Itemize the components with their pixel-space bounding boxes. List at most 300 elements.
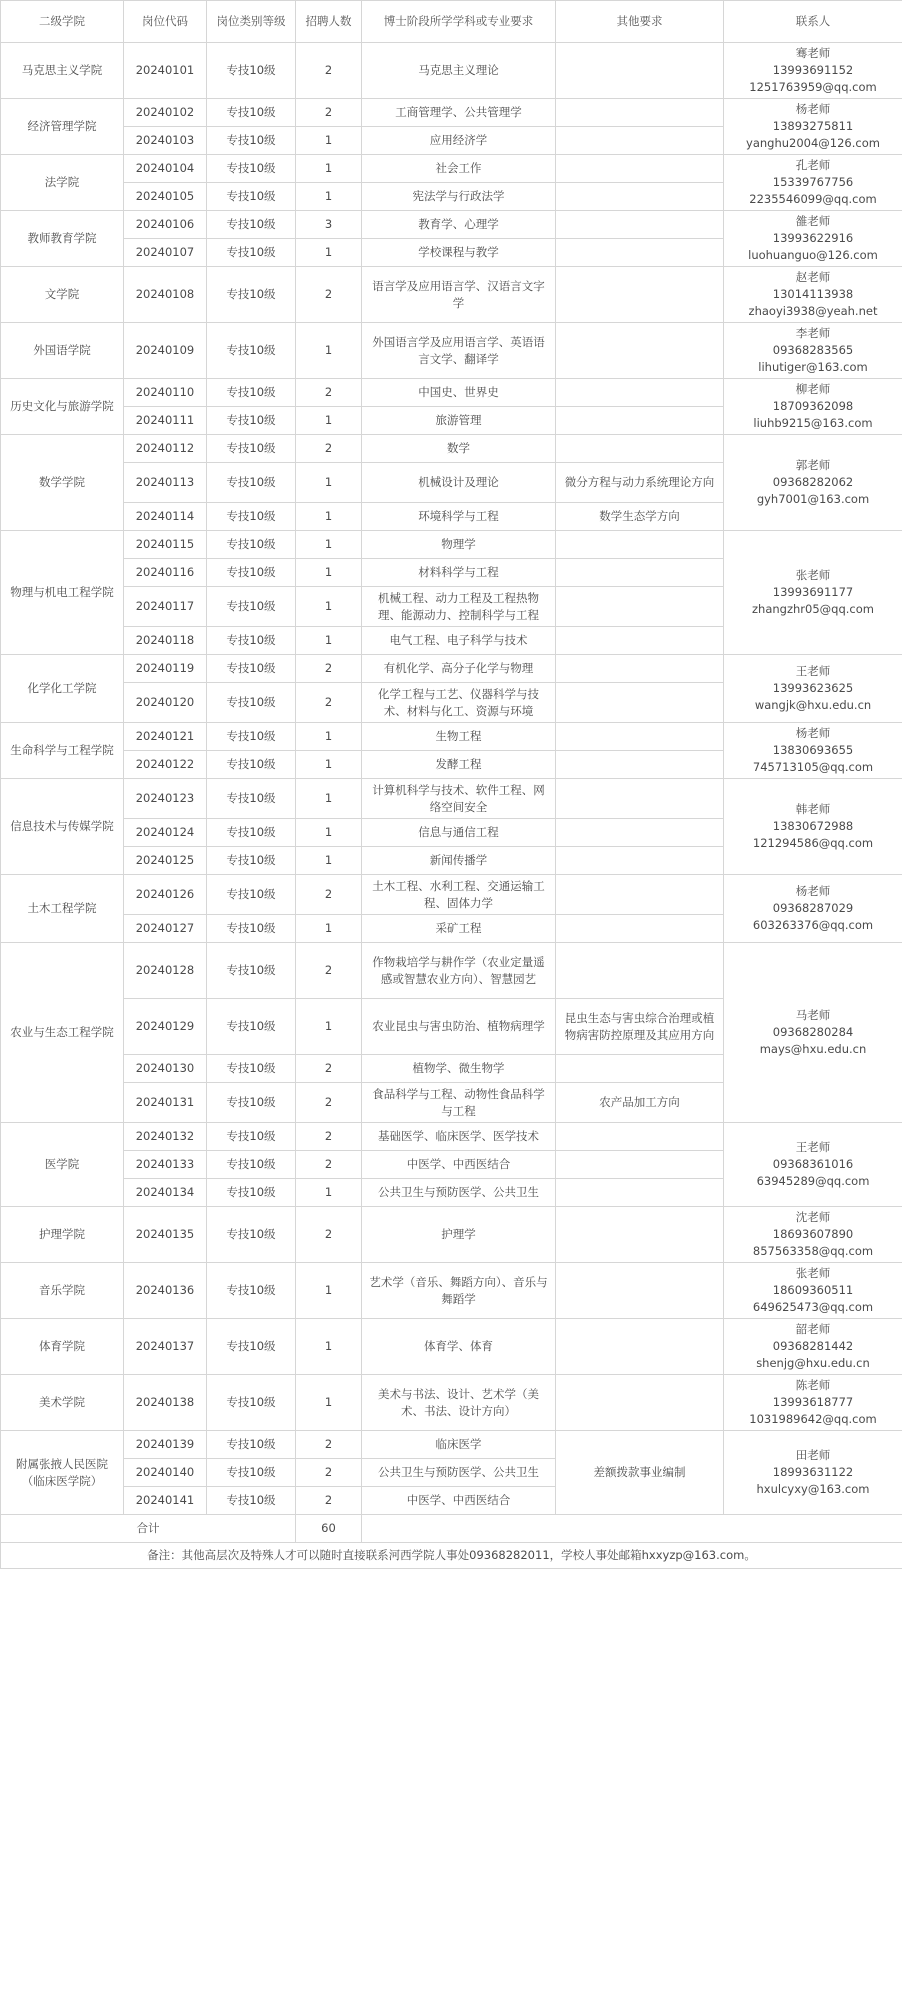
hire-count: 1 bbox=[296, 1319, 362, 1375]
hire-count: 1 bbox=[296, 587, 362, 627]
other-requirement: 差额拨款事业编制 bbox=[556, 1431, 724, 1515]
position-code: 20240119 bbox=[124, 655, 207, 683]
major-requirement: 化学工程与工艺、仪器科学与技术、材料与化工、资源与环境 bbox=[362, 683, 556, 723]
position-level: 专技10级 bbox=[207, 751, 296, 779]
other-requirement: 数学生态学方向 bbox=[556, 503, 724, 531]
table-row bbox=[1, 875, 902, 915]
contact-email: wangjk@hxu.edu.cn bbox=[754, 698, 872, 712]
position-code: 20240103 bbox=[124, 127, 207, 155]
contact-cell bbox=[724, 267, 902, 323]
contact-email: liuhb9215@163.com bbox=[753, 416, 873, 430]
hire-count: 1 bbox=[296, 463, 362, 503]
major-requirement: 植物学、微生物学 bbox=[362, 1055, 556, 1083]
hire-count: 1 bbox=[296, 819, 362, 847]
position-code: 20240126 bbox=[124, 875, 207, 915]
major-requirement: 农业昆虫与害虫防治、植物病理学 bbox=[362, 999, 556, 1055]
contact-phone: 13993691177 bbox=[772, 585, 854, 599]
contact-person: 孔老师 bbox=[795, 158, 831, 172]
column-header: 岗位代码 bbox=[124, 1, 207, 43]
total-label: 合计 bbox=[1, 1515, 296, 1543]
major-requirement: 基础医学、临床医学、医学技术 bbox=[362, 1123, 556, 1151]
table-row bbox=[1, 379, 902, 407]
major-requirement: 信息与通信工程 bbox=[362, 819, 556, 847]
contact-cell bbox=[724, 211, 902, 267]
major-requirement: 电气工程、电子科学与技术 bbox=[362, 627, 556, 655]
position-code: 20240124 bbox=[124, 819, 207, 847]
contact-email: 603263376@qq.com bbox=[752, 918, 874, 932]
contact-cell bbox=[724, 779, 902, 875]
position-code: 20240116 bbox=[124, 559, 207, 587]
major-requirement: 中医学、中西医结合 bbox=[362, 1151, 556, 1179]
position-code: 20240131 bbox=[124, 1083, 207, 1123]
other-requirement bbox=[556, 627, 724, 655]
position-level: 专技10级 bbox=[207, 627, 296, 655]
contact-person: 杨老师 bbox=[795, 726, 831, 740]
contact-cell bbox=[724, 99, 902, 155]
major-requirement: 艺术学（音乐、舞蹈方向）、音乐与舞蹈学 bbox=[362, 1263, 556, 1319]
college-name: 土木工程学院 bbox=[1, 875, 124, 943]
position-code: 20240134 bbox=[124, 1179, 207, 1207]
position-code: 20240112 bbox=[124, 435, 207, 463]
position-level: 专技10级 bbox=[207, 99, 296, 127]
contact-cell bbox=[724, 655, 902, 723]
position-level: 专技10级 bbox=[207, 463, 296, 503]
major-requirement: 旅游管理 bbox=[362, 407, 556, 435]
position-code: 20240136 bbox=[124, 1263, 207, 1319]
position-level: 专技10级 bbox=[207, 875, 296, 915]
other-requirement bbox=[556, 751, 724, 779]
table-row bbox=[1, 655, 902, 683]
contact-phone: 09368361016 bbox=[772, 1157, 854, 1171]
position-code: 20240133 bbox=[124, 1151, 207, 1179]
contact-phone: 09368287029 bbox=[772, 901, 854, 915]
hire-count: 1 bbox=[296, 1375, 362, 1431]
other-requirement bbox=[556, 587, 724, 627]
major-requirement: 数学 bbox=[362, 435, 556, 463]
other-requirement bbox=[556, 155, 724, 183]
position-level: 专技10级 bbox=[207, 1319, 296, 1375]
hire-count: 1 bbox=[296, 155, 362, 183]
contact-cell bbox=[724, 1207, 902, 1263]
table-row bbox=[1, 323, 902, 379]
hire-count: 3 bbox=[296, 211, 362, 239]
contact-phone: 13014113938 bbox=[772, 287, 854, 301]
position-code: 20240114 bbox=[124, 503, 207, 531]
position-code: 20240105 bbox=[124, 183, 207, 211]
contact-email: yanghu2004@126.com bbox=[746, 136, 880, 150]
major-requirement: 教育学、心理学 bbox=[362, 211, 556, 239]
hire-count: 1 bbox=[296, 723, 362, 751]
college-name: 生命科学与工程学院 bbox=[1, 723, 124, 779]
other-requirement bbox=[556, 1179, 724, 1207]
contact-phone: 09368282062 bbox=[772, 475, 854, 489]
position-level: 专技10级 bbox=[207, 323, 296, 379]
position-level: 专技10级 bbox=[207, 819, 296, 847]
hire-count: 2 bbox=[296, 379, 362, 407]
contact-email: mays@hxu.edu.cn bbox=[759, 1042, 867, 1056]
position-code: 20240118 bbox=[124, 627, 207, 655]
position-code: 20240125 bbox=[124, 847, 207, 875]
hire-count: 1 bbox=[296, 531, 362, 559]
total-row bbox=[1, 1515, 902, 1543]
position-level: 专技10级 bbox=[207, 503, 296, 531]
other-requirement bbox=[556, 847, 724, 875]
contact-cell bbox=[724, 1431, 902, 1515]
position-level: 专技10级 bbox=[207, 155, 296, 183]
hire-count: 1 bbox=[296, 999, 362, 1055]
position-level: 专技10级 bbox=[207, 559, 296, 587]
major-requirement: 土木工程、水利工程、交通运输工程、固体力学 bbox=[362, 875, 556, 915]
college-name: 教师教育学院 bbox=[1, 211, 124, 267]
major-requirement: 公共卫生与预防医学、公共卫生 bbox=[362, 1459, 556, 1487]
contact-phone: 15339767756 bbox=[772, 175, 854, 189]
hire-count: 2 bbox=[296, 943, 362, 999]
major-requirement: 采矿工程 bbox=[362, 915, 556, 943]
contact-person: 张老师 bbox=[795, 1266, 831, 1280]
position-level: 专技10级 bbox=[207, 1487, 296, 1515]
position-code: 20240120 bbox=[124, 683, 207, 723]
position-level: 专技10级 bbox=[207, 127, 296, 155]
position-level: 专技10级 bbox=[207, 1123, 296, 1151]
other-requirement bbox=[556, 43, 724, 99]
contact-phone: 18609360511 bbox=[772, 1283, 854, 1297]
contact-cell bbox=[724, 875, 902, 943]
major-requirement: 马克思主义理论 bbox=[362, 43, 556, 99]
contact-phone: 18693607890 bbox=[772, 1227, 854, 1241]
total-count: 60 bbox=[296, 1515, 362, 1543]
contact-person: 骞老师 bbox=[795, 46, 831, 60]
contact-person: 王老师 bbox=[795, 664, 831, 678]
contact-person: 韩老师 bbox=[795, 802, 831, 816]
table-row bbox=[1, 531, 902, 559]
contact-cell bbox=[724, 43, 902, 99]
position-code: 20240128 bbox=[124, 943, 207, 999]
hire-count: 1 bbox=[296, 779, 362, 819]
header-row bbox=[1, 1, 902, 43]
contact-person: 柳老师 bbox=[795, 382, 831, 396]
hire-count: 1 bbox=[296, 915, 362, 943]
other-requirement bbox=[556, 183, 724, 211]
position-code: 20240137 bbox=[124, 1319, 207, 1375]
other-requirement bbox=[556, 943, 724, 999]
position-level: 专技10级 bbox=[207, 999, 296, 1055]
column-header: 二级学院 bbox=[1, 1, 124, 43]
contact-email: 63945289@qq.com bbox=[756, 1174, 870, 1188]
contact-phone: 13893275811 bbox=[772, 119, 854, 133]
college-name: 体育学院 bbox=[1, 1319, 124, 1375]
major-requirement: 有机化学、高分子化学与物理 bbox=[362, 655, 556, 683]
contact-phone: 13830693655 bbox=[772, 743, 854, 757]
other-requirement bbox=[556, 1151, 724, 1179]
column-header: 岗位类别等级 bbox=[207, 1, 296, 43]
other-requirement bbox=[556, 655, 724, 683]
contact-cell bbox=[724, 1263, 902, 1319]
column-header: 招聘人数 bbox=[296, 1, 362, 43]
hire-count: 2 bbox=[296, 1083, 362, 1123]
position-level: 专技10级 bbox=[207, 943, 296, 999]
college-name: 法学院 bbox=[1, 155, 124, 211]
contact-person: 杨老师 bbox=[795, 884, 831, 898]
column-header: 联系人 bbox=[724, 1, 902, 43]
contact-cell bbox=[724, 1319, 902, 1375]
position-code: 20240141 bbox=[124, 1487, 207, 1515]
contact-email: 1031989642@qq.com bbox=[749, 1412, 877, 1426]
hire-count: 2 bbox=[296, 43, 362, 99]
position-code: 20240111 bbox=[124, 407, 207, 435]
position-level: 专技10级 bbox=[207, 847, 296, 875]
major-requirement: 中医学、中西医结合 bbox=[362, 1487, 556, 1515]
hire-count: 2 bbox=[296, 875, 362, 915]
contact-email: gyh7001@163.com bbox=[756, 492, 870, 506]
other-requirement bbox=[556, 1375, 724, 1431]
contact-person: 李老师 bbox=[795, 326, 831, 340]
table-row bbox=[1, 1263, 902, 1319]
column-header: 其他要求 bbox=[556, 1, 724, 43]
position-code: 20240109 bbox=[124, 323, 207, 379]
contact-email: 745713105@qq.com bbox=[752, 760, 874, 774]
contact-person: 韶老师 bbox=[795, 1322, 831, 1336]
college-name: 物理与机电工程学院 bbox=[1, 531, 124, 655]
table-row bbox=[1, 1207, 902, 1263]
major-requirement: 新闻传播学 bbox=[362, 847, 556, 875]
position-level: 专技10级 bbox=[207, 1431, 296, 1459]
major-requirement: 机械工程、动力工程及工程热物理、能源动力、控制科学与工程 bbox=[362, 587, 556, 627]
contact-person: 郭老师 bbox=[795, 458, 831, 472]
other-requirement: 昆虫生态与害虫综合治理或植物病害防控原理及其应用方向 bbox=[556, 999, 724, 1055]
hire-count: 1 bbox=[296, 1263, 362, 1319]
college-name: 音乐学院 bbox=[1, 1263, 124, 1319]
contact-person: 杨老师 bbox=[795, 102, 831, 116]
position-code: 20240129 bbox=[124, 999, 207, 1055]
other-requirement bbox=[556, 531, 724, 559]
major-requirement: 工商管理学、公共管理学 bbox=[362, 99, 556, 127]
position-level: 专技10级 bbox=[207, 407, 296, 435]
hire-count: 2 bbox=[296, 1207, 362, 1263]
hire-count: 2 bbox=[296, 1487, 362, 1515]
contact-phone: 13993623625 bbox=[772, 681, 854, 695]
contact-phone: 09368283565 bbox=[772, 343, 854, 357]
other-requirement bbox=[556, 99, 724, 127]
hire-count: 2 bbox=[296, 435, 362, 463]
major-requirement: 中国史、世界史 bbox=[362, 379, 556, 407]
hire-count: 2 bbox=[296, 655, 362, 683]
contact-person: 雒老师 bbox=[795, 214, 831, 228]
major-requirement: 食品科学与工程、动物性食品科学与工程 bbox=[362, 1083, 556, 1123]
hire-count: 2 bbox=[296, 1431, 362, 1459]
college-name: 化学化工学院 bbox=[1, 655, 124, 723]
position-level: 专技10级 bbox=[207, 779, 296, 819]
position-level: 专技10级 bbox=[207, 1179, 296, 1207]
major-requirement: 护理学 bbox=[362, 1207, 556, 1263]
position-code: 20240122 bbox=[124, 751, 207, 779]
hire-count: 2 bbox=[296, 1055, 362, 1083]
position-level: 专技10级 bbox=[207, 267, 296, 323]
college-name: 历史文化与旅游学院 bbox=[1, 379, 124, 435]
position-code: 20240139 bbox=[124, 1431, 207, 1459]
position-code: 20240101 bbox=[124, 43, 207, 99]
position-level: 专技10级 bbox=[207, 43, 296, 99]
major-requirement: 临床医学 bbox=[362, 1431, 556, 1459]
contact-phone: 13993622916 bbox=[772, 231, 854, 245]
position-code: 20240104 bbox=[124, 155, 207, 183]
contact-cell bbox=[724, 323, 902, 379]
major-requirement: 社会工作 bbox=[362, 155, 556, 183]
other-requirement: 农产品加工方向 bbox=[556, 1083, 724, 1123]
contact-email: zhangzhr05@qq.com bbox=[752, 602, 874, 616]
other-requirement bbox=[556, 239, 724, 267]
other-requirement bbox=[556, 211, 724, 239]
position-level: 专技10级 bbox=[207, 435, 296, 463]
other-requirement bbox=[556, 723, 724, 751]
major-requirement: 材料科学与工程 bbox=[362, 559, 556, 587]
position-level: 专技10级 bbox=[207, 1263, 296, 1319]
other-requirement: 微分方程与动力系统理论方向 bbox=[556, 463, 724, 503]
other-requirement bbox=[556, 1123, 724, 1151]
position-level: 专技10级 bbox=[207, 1151, 296, 1179]
other-requirement bbox=[556, 435, 724, 463]
contact-phone: 09368280284 bbox=[772, 1025, 854, 1039]
table-row bbox=[1, 723, 902, 751]
position-code: 20240106 bbox=[124, 211, 207, 239]
contact-person: 陈老师 bbox=[795, 1378, 831, 1392]
major-requirement: 公共卫生与预防医学、公共卫生 bbox=[362, 1179, 556, 1207]
contact-email: 857563358@qq.com bbox=[752, 1244, 874, 1258]
college-name: 农业与生态工程学院 bbox=[1, 943, 124, 1123]
major-requirement: 计算机科学与技术、软件工程、网络空间安全 bbox=[362, 779, 556, 819]
other-requirement bbox=[556, 875, 724, 915]
other-requirement bbox=[556, 127, 724, 155]
other-requirement bbox=[556, 1055, 724, 1083]
position-code: 20240121 bbox=[124, 723, 207, 751]
table-row bbox=[1, 99, 902, 127]
contact-cell bbox=[724, 155, 902, 211]
other-requirement bbox=[556, 379, 724, 407]
footnote: 备注：其他高层次及特殊人才可以随时直接联系河西学院人事处09368282011，学校人事处邮箱hxxyzp@163.com。 bbox=[1, 1543, 902, 1569]
contact-person: 赵老师 bbox=[795, 270, 831, 284]
major-requirement: 美术与书法、设计、艺术学（美术、书法、设计方向） bbox=[362, 1375, 556, 1431]
table-body bbox=[1, 1, 902, 1569]
position-code: 20240123 bbox=[124, 779, 207, 819]
position-code: 20240108 bbox=[124, 267, 207, 323]
college-name: 马克思主义学院 bbox=[1, 43, 124, 99]
table-row bbox=[1, 1431, 902, 1459]
contact-email: lihutiger@163.com bbox=[758, 360, 868, 374]
hire-count: 2 bbox=[296, 683, 362, 723]
hire-count: 1 bbox=[296, 239, 362, 267]
major-requirement: 作物栽培学与耕作学（农业定量遥感或智慧农业方向）、智慧园艺 bbox=[362, 943, 556, 999]
hire-count: 2 bbox=[296, 1459, 362, 1487]
position-code: 20240132 bbox=[124, 1123, 207, 1151]
position-level: 专技10级 bbox=[207, 531, 296, 559]
major-requirement: 语言学及应用语言学、汉语言文字学 bbox=[362, 267, 556, 323]
college-name: 美术学院 bbox=[1, 1375, 124, 1431]
table-row bbox=[1, 435, 902, 463]
contact-person: 沈老师 bbox=[795, 1210, 831, 1224]
contact-phone: 18993631122 bbox=[772, 1465, 854, 1479]
hire-count: 1 bbox=[296, 559, 362, 587]
table-row bbox=[1, 1375, 902, 1431]
contact-person: 王老师 bbox=[795, 1140, 831, 1154]
table-row bbox=[1, 779, 902, 819]
major-requirement: 发酵工程 bbox=[362, 751, 556, 779]
contact-email: 2235546099@qq.com bbox=[749, 192, 877, 206]
college-name: 护理学院 bbox=[1, 1207, 124, 1263]
major-requirement: 学校课程与教学 bbox=[362, 239, 556, 267]
position-level: 专技10级 bbox=[207, 587, 296, 627]
position-level: 专技10级 bbox=[207, 379, 296, 407]
position-code: 20240127 bbox=[124, 915, 207, 943]
position-level: 专技10级 bbox=[207, 1375, 296, 1431]
hire-count: 1 bbox=[296, 1179, 362, 1207]
position-code: 20240115 bbox=[124, 531, 207, 559]
contact-email: 1251763959@qq.com bbox=[749, 80, 877, 94]
position-code: 20240135 bbox=[124, 1207, 207, 1263]
contact-cell bbox=[724, 531, 902, 655]
contact-cell bbox=[724, 379, 902, 435]
contact-email: 649625473@qq.com bbox=[752, 1300, 874, 1314]
major-requirement: 宪法学与行政法学 bbox=[362, 183, 556, 211]
hire-count: 2 bbox=[296, 267, 362, 323]
other-requirement bbox=[556, 1263, 724, 1319]
major-requirement: 物理学 bbox=[362, 531, 556, 559]
contact-email: zhaoyi3938@yeah.net bbox=[748, 304, 878, 318]
major-requirement: 外国语言学及应用语言学、英语语言文学、翻译学 bbox=[362, 323, 556, 379]
position-level: 专技10级 bbox=[207, 1207, 296, 1263]
other-requirement bbox=[556, 915, 724, 943]
contact-email: luohuanguo@126.com bbox=[748, 248, 878, 262]
contact-phone: 18709362098 bbox=[772, 399, 854, 413]
position-code: 20240110 bbox=[124, 379, 207, 407]
contact-person: 张老师 bbox=[795, 568, 831, 582]
contact-phone: 09368281442 bbox=[772, 1339, 854, 1353]
hire-count: 1 bbox=[296, 407, 362, 435]
college-name: 医学院 bbox=[1, 1123, 124, 1207]
contact-email: hxulcyxy@163.com bbox=[756, 1482, 870, 1496]
other-requirement bbox=[556, 819, 724, 847]
college-name: 数学学院 bbox=[1, 435, 124, 531]
table-row bbox=[1, 155, 902, 183]
table-row bbox=[1, 943, 902, 999]
table-row bbox=[1, 267, 902, 323]
position-level: 专技10级 bbox=[207, 915, 296, 943]
position-level: 专技10级 bbox=[207, 239, 296, 267]
other-requirement bbox=[556, 407, 724, 435]
position-level: 专技10级 bbox=[207, 1083, 296, 1123]
contact-person: 马老师 bbox=[795, 1008, 831, 1022]
college-name: 经济管理学院 bbox=[1, 99, 124, 155]
position-code: 20240117 bbox=[124, 587, 207, 627]
hire-count: 2 bbox=[296, 1151, 362, 1179]
college-name: 信息技术与传媒学院 bbox=[1, 779, 124, 875]
major-requirement: 体育学、体育 bbox=[362, 1319, 556, 1375]
contact-email: 121294586@qq.com bbox=[752, 836, 874, 850]
table-row bbox=[1, 1319, 902, 1375]
hire-count: 1 bbox=[296, 183, 362, 211]
major-requirement: 应用经济学 bbox=[362, 127, 556, 155]
major-requirement: 环境科学与工程 bbox=[362, 503, 556, 531]
contact-email: shenjg@hxu.edu.cn bbox=[756, 1356, 870, 1370]
position-level: 专技10级 bbox=[207, 211, 296, 239]
position-code: 20240107 bbox=[124, 239, 207, 267]
position-level: 专技10级 bbox=[207, 723, 296, 751]
major-requirement: 生物工程 bbox=[362, 723, 556, 751]
position-code: 20240102 bbox=[124, 99, 207, 127]
hire-count: 2 bbox=[296, 99, 362, 127]
hire-count: 1 bbox=[296, 751, 362, 779]
position-code: 20240130 bbox=[124, 1055, 207, 1083]
position-level: 专技10级 bbox=[207, 683, 296, 723]
hire-count: 1 bbox=[296, 323, 362, 379]
